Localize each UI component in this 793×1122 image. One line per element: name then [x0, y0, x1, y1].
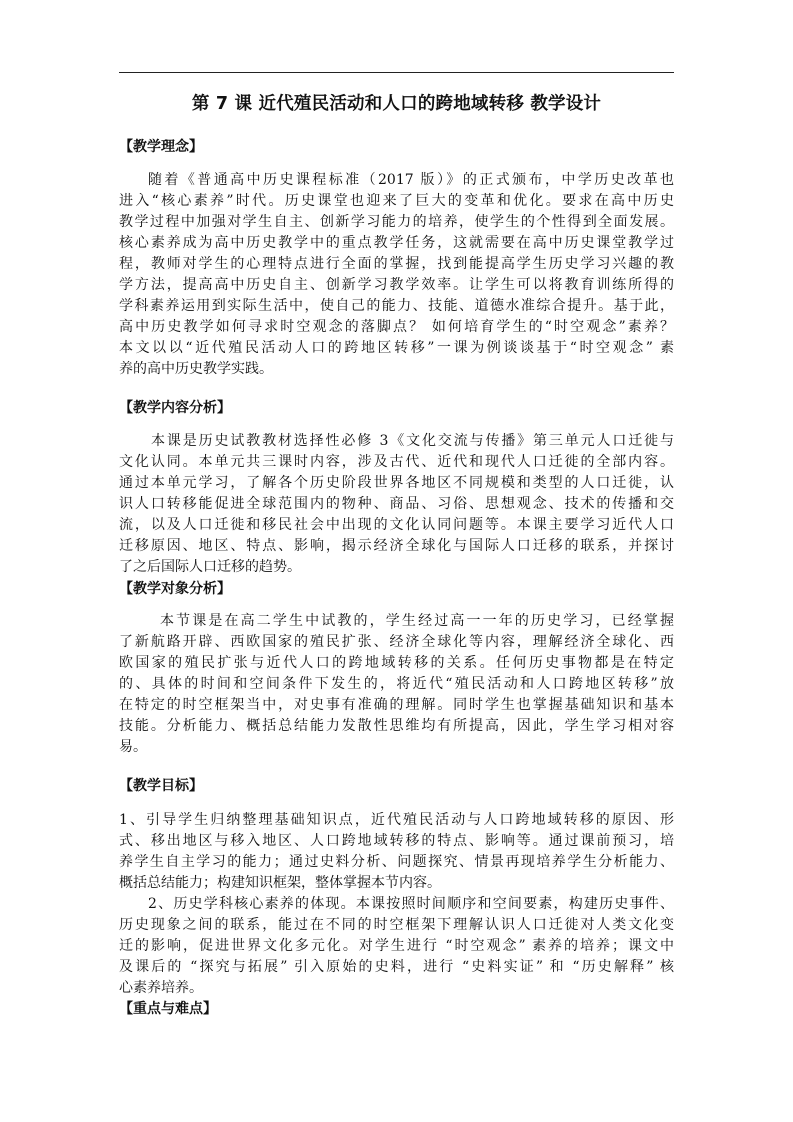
section-heading-key-points: 【重点与难点】 [119, 1001, 217, 1017]
paragraph-line: 2、历史学科核心素养的体现。本课按照时间顺序和空间要素，构建历史事件、 [148, 896, 674, 912]
paragraph-line: 迁移原因、地区、特点、影响，揭示经济全球化与国际人口迁移的联系，并探讨 [119, 538, 674, 554]
paragraph-line: 1、引导学生归纳整理基础知识点，近代殖民活动与人口跨地域转移的原因、形 [119, 812, 674, 828]
paragraph-line: 本节课是在高二学生中试教的，学生经过高一一年的历史学习，已经掌握 [160, 613, 674, 629]
paragraph-line: 式、移出地区与移入地区、人口跨地域转移的特点、影响等。通过课前预习，培 [119, 833, 674, 849]
paragraph-line: 了之后国际人口迁移的趋势。 [119, 559, 301, 575]
section-heading-content-analysis: 【教学内容分析】 [119, 400, 231, 416]
paragraph-line: 高中历史教学如何寻求时空观念的落脚点？ 如何培育学生的“时空观念”素养？ [119, 319, 674, 335]
section-heading-student-analysis: 【教学对象分析】 [119, 581, 231, 597]
paragraph-line: 历史现象之间的联系，能过在不同的时空框架下理解认识人口迁徙对人类文化变 [119, 917, 674, 933]
paragraph-line: 本课是历史试教教材选择性必修 3《文化交流与传播》第三单元人口迁徙与 [151, 433, 674, 449]
paragraph-line: 的、具体的时间和空间条件下发生的，将近代“殖民活动和人口跨地区转移”放 [119, 676, 674, 692]
paragraph-line: 学方法，提高高中历史自主、创新学习教学效率。让学生可以将教育训练所得的 [119, 277, 674, 293]
paragraph-line: 技能。分析能力、概括总结能力发散性思维均有所提高，因此，学生学习相对容 [119, 718, 674, 734]
paragraph-line: 了新航路开辟、西欧国家的殖民扩张、经济全球化等内容，理解经济全球化、西 [119, 634, 674, 650]
paragraph-line: 随着《普通高中历史课程标准（2017 版）》的正式颁布，中学历史改革也 [148, 172, 674, 188]
paragraph-line: 欧国家的殖民扩张与近代人口的跨地域转移的关系。任何历史事物都是在特定 [119, 655, 674, 671]
paragraph-line: 教学过程中加强对学生自主、创新学习能力的培养，使学生的个性得到全面发展。 [119, 214, 674, 230]
paragraph-line: 易。 [119, 739, 147, 755]
paragraph-line: 养的高中历史教学实践。 [119, 361, 273, 377]
section-heading-objectives: 【教学目标】 [119, 778, 203, 794]
paragraph-line: 迁的影响，促进世界文化多元化。对学生进行 “时空观念” 素养的培养；课文中 [119, 938, 674, 954]
document-title: 第 7 课 近代殖民活动和人口的跨地域转移 教学设计 [191, 94, 602, 114]
paragraph-line: 识人口转移能促进全球范围内的物种、商品、习俗、思想观念、技术的传播和交 [119, 496, 674, 512]
paragraph-line: 核心素养成为高中历史教学中的重点教学任务，这就需要在高中历史课堂教学过 [119, 235, 674, 251]
paragraph-line: 养学生自主学习的能力；通过史料分析、问题探究、情景再现培养学生分析能力、 [119, 854, 674, 870]
paragraph-line: 心素养培养。 [119, 980, 203, 996]
paragraph-line: 本文以以“近代殖民活动人口的跨地区转移”一课为例谈谈基于“时空观念” 素 [119, 340, 674, 356]
paragraph-line: 概括总结能力；构建知识框架，整体掌握本节内容。 [119, 875, 441, 891]
paragraph-line: 通过本单元学习，了解各个历史阶段世界各地区不同规模和类型的人口迁徙，认 [119, 475, 674, 491]
paragraph-line: 及课后的 “探究与拓展” 引入原始的史料，进行 “史料实证” 和 “历史解释” 核 [119, 959, 674, 975]
paragraph-line: 程，教师对学生的心理特点进行全面的掌握，找到能提高学生历史学习兴趣的教 [119, 256, 674, 272]
section-heading-philosophy: 【教学理念】 [119, 139, 203, 155]
paragraph-line: 在特定的时空框架当中，对史事有准确的理解。同时学生也掌握基础知识和基本 [119, 697, 674, 713]
paragraph-line: 文化认同。本单元共三课时内容，涉及古代、近代和现代人口迁徙的全部内容。 [119, 454, 674, 470]
paragraph-line: 学科素养运用到实际生活中，使自己的能力、技能、道德水准综合提升。基于此， [119, 298, 674, 314]
paragraph-line: 进入“核心素养”时代。历史课堂也迎来了巨大的变革和优化。要求在高中历史 [119, 193, 674, 209]
header-rule [119, 72, 674, 73]
paragraph-line: 流，以及人口迁徙和移民社会中出现的文化认同问题等。本课主要学习近代人口 [119, 517, 674, 533]
